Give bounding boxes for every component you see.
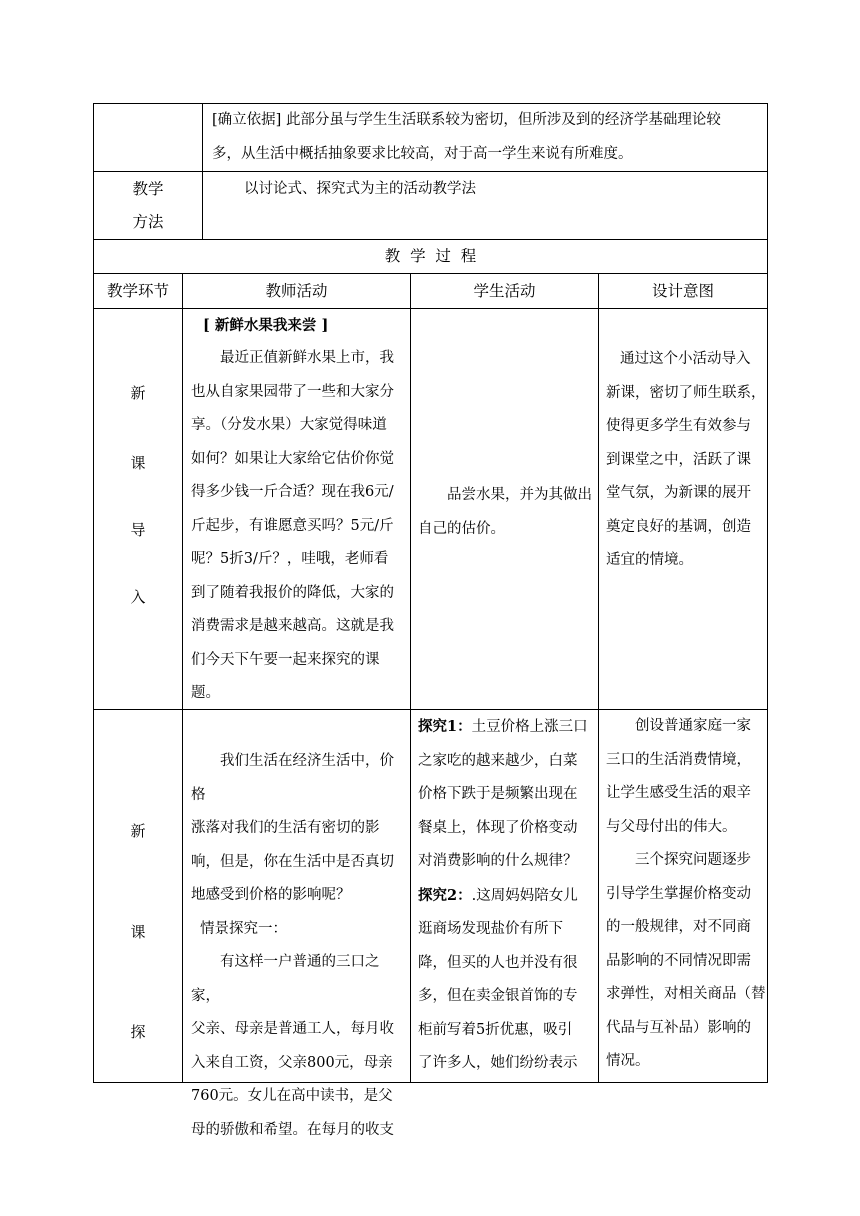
row2-stage-char: 新 (130, 822, 146, 840)
text-line: 与父母付出的伟大。 (606, 818, 737, 835)
column-divider (598, 273, 599, 1083)
header-teacher: 教师活动 (265, 282, 328, 300)
text-line: 也从自家果园带了一些和大家分 (191, 383, 394, 400)
text-line: 到课堂之中，活跃了课 (606, 451, 751, 468)
basis-text-line2: 多，从生活中概括抽象要求比较高，对于高一学生来说有所难度。 (212, 145, 633, 162)
text-line: 三口的生活消费情境， (606, 751, 751, 768)
text-line: 题。 (191, 685, 220, 701)
text-line: 斤起步，有谁愿意买吗？5元/斤 (191, 517, 394, 534)
question-2-label: 探究2： (418, 886, 472, 904)
text-line: 消费需求是越来越高。这就是我 (191, 618, 394, 634)
text-line: 让学生感受生活的艰辛 (606, 785, 751, 801)
text-line: 多，但在卖金银首饰的专 (418, 988, 578, 1004)
text-line: 品尝水果，并为其做出 (447, 487, 592, 503)
text-line: 餐桌上，体现了价格变动 (418, 819, 578, 836)
basis-cell (212, 104, 764, 171)
text-line: 的一般规律，对不同商 (606, 919, 751, 935)
row2-teacher-activity (191, 745, 407, 1147)
header-stage: 教学环节 (106, 282, 169, 300)
text-line: 新课，密切了师生联系， (606, 384, 766, 401)
row2-student-activity (418, 710, 596, 1081)
text-line: 如何？如果让大家给它估价你觉 (191, 450, 394, 467)
text-line: 引导学生掌握价格变动 (606, 885, 751, 902)
basis-label: [确立依据] (212, 112, 282, 128)
text-line: 品影响的不同情况即需 (606, 952, 751, 969)
row1-stage-char: 入 (130, 588, 146, 606)
question-1-first-line: 探究1：土豆价格上涨三口 (418, 718, 588, 735)
text-line: 到了随着我报价的降低，大家的 (191, 584, 394, 601)
process-title: 教 学 过 程 (384, 247, 477, 265)
row1-stage-char: 新 (130, 384, 146, 402)
header-student: 学生活动 (473, 282, 536, 300)
text-line: 有这样一户普通的三口之家， (191, 954, 380, 1004)
text-line: 柜前写着5折优惠，吸引 (418, 1021, 573, 1038)
header-intent: 设计意图 (651, 282, 714, 300)
text-line: 我们生活在经济生活中，价格 (191, 753, 394, 803)
text-line: 适宜的情境。 (606, 552, 693, 568)
row-divider (93, 171, 768, 172)
text-line: 逛商场发现盐价有所下 (418, 921, 563, 937)
row2-design-intent (606, 710, 766, 1079)
method-label: 教学 方法 (132, 180, 164, 231)
text-line: 地感受到价格的影响呢？ (191, 887, 351, 903)
text-line: 了许多人，她们纷纷表示 (418, 1055, 578, 1071)
column-divider (182, 273, 183, 1083)
row1-design-intent (606, 343, 766, 578)
question-2-first-line: 探究2：.这周妈妈陪女儿 (418, 886, 578, 904)
text-line: 母的骄傲和希望。在每月的收支 (191, 1121, 394, 1138)
text-line: 降，但买的人也并没有很 (418, 954, 578, 971)
text-line: 760元。女儿在高中读书，是父 (191, 1088, 393, 1104)
text-line: 入来自工资，父亲800元，母亲 (191, 1054, 393, 1071)
text-line: 之家吃的越来越少，白菜 (418, 752, 578, 769)
text-line: 使得更多学生有效参与 (606, 418, 751, 434)
text-line: 响，但是，你在生活中是否真切 (191, 853, 394, 870)
row2-stage-char: 课 (130, 923, 146, 941)
row2-stage-char: 探 (130, 1023, 146, 1041)
table-border-right (767, 103, 768, 1083)
text-line: 通过这个小活动导入 (620, 351, 751, 367)
text-line: 情况。 (606, 1053, 650, 1069)
text-line: 得多少钱一斤合适？现在我6元/ (191, 484, 394, 500)
row1-teacher-title: [ 新鲜水果我来尝 ] (203, 317, 329, 334)
question-1-label: 探究1： (418, 718, 472, 735)
text-line: 父亲、母亲是普通工人，每月收 (191, 1021, 394, 1037)
text-line: 奠定良好的基调，创造 (606, 518, 751, 535)
column-divider (202, 103, 203, 240)
text-line: 三个探究问题逐步 (635, 852, 751, 868)
text-line: 求弹性，对相关商品（替 (606, 986, 766, 1002)
row1-student-activity (418, 479, 596, 546)
text-line: 涨落对我们的生活有密切的影 (191, 820, 380, 836)
basis-text-line1: 此部分虽与学生生活联系较为密切，但所涉及到的经济学基础理论较 (285, 112, 721, 128)
text-line: 对消费影响的什么规律？ (418, 853, 578, 869)
row-divider (93, 308, 768, 309)
method-content: 以讨论式、探究式为主的活动教学法 (244, 181, 476, 197)
row1-teacher-activity (191, 310, 407, 711)
text-line: 最近正值新鲜水果上市，我 (220, 350, 394, 366)
column-divider (410, 273, 411, 1083)
text-line: 情景探究一： (200, 920, 287, 937)
text-line: 自己的估价。 (418, 520, 505, 537)
text-line: 呢？5折3/斤？，哇哦，老师看 (191, 551, 389, 567)
text-line: 们今天下午要一起来探究的课 (191, 651, 380, 668)
text-line: 享。（分发水果）大家觉得味道 (191, 417, 387, 433)
text-line: 价格下跌于是频繁出现在 (418, 786, 578, 802)
row1-stage-char: 课 (130, 454, 146, 472)
text-line: 代品与互补品）影响的 (606, 1019, 751, 1036)
text-line: 堂气氛，为新课的展开 (606, 485, 751, 501)
row1-stage-char: 导 (130, 521, 146, 539)
text-line: 创设普通家庭一家 (635, 718, 751, 734)
